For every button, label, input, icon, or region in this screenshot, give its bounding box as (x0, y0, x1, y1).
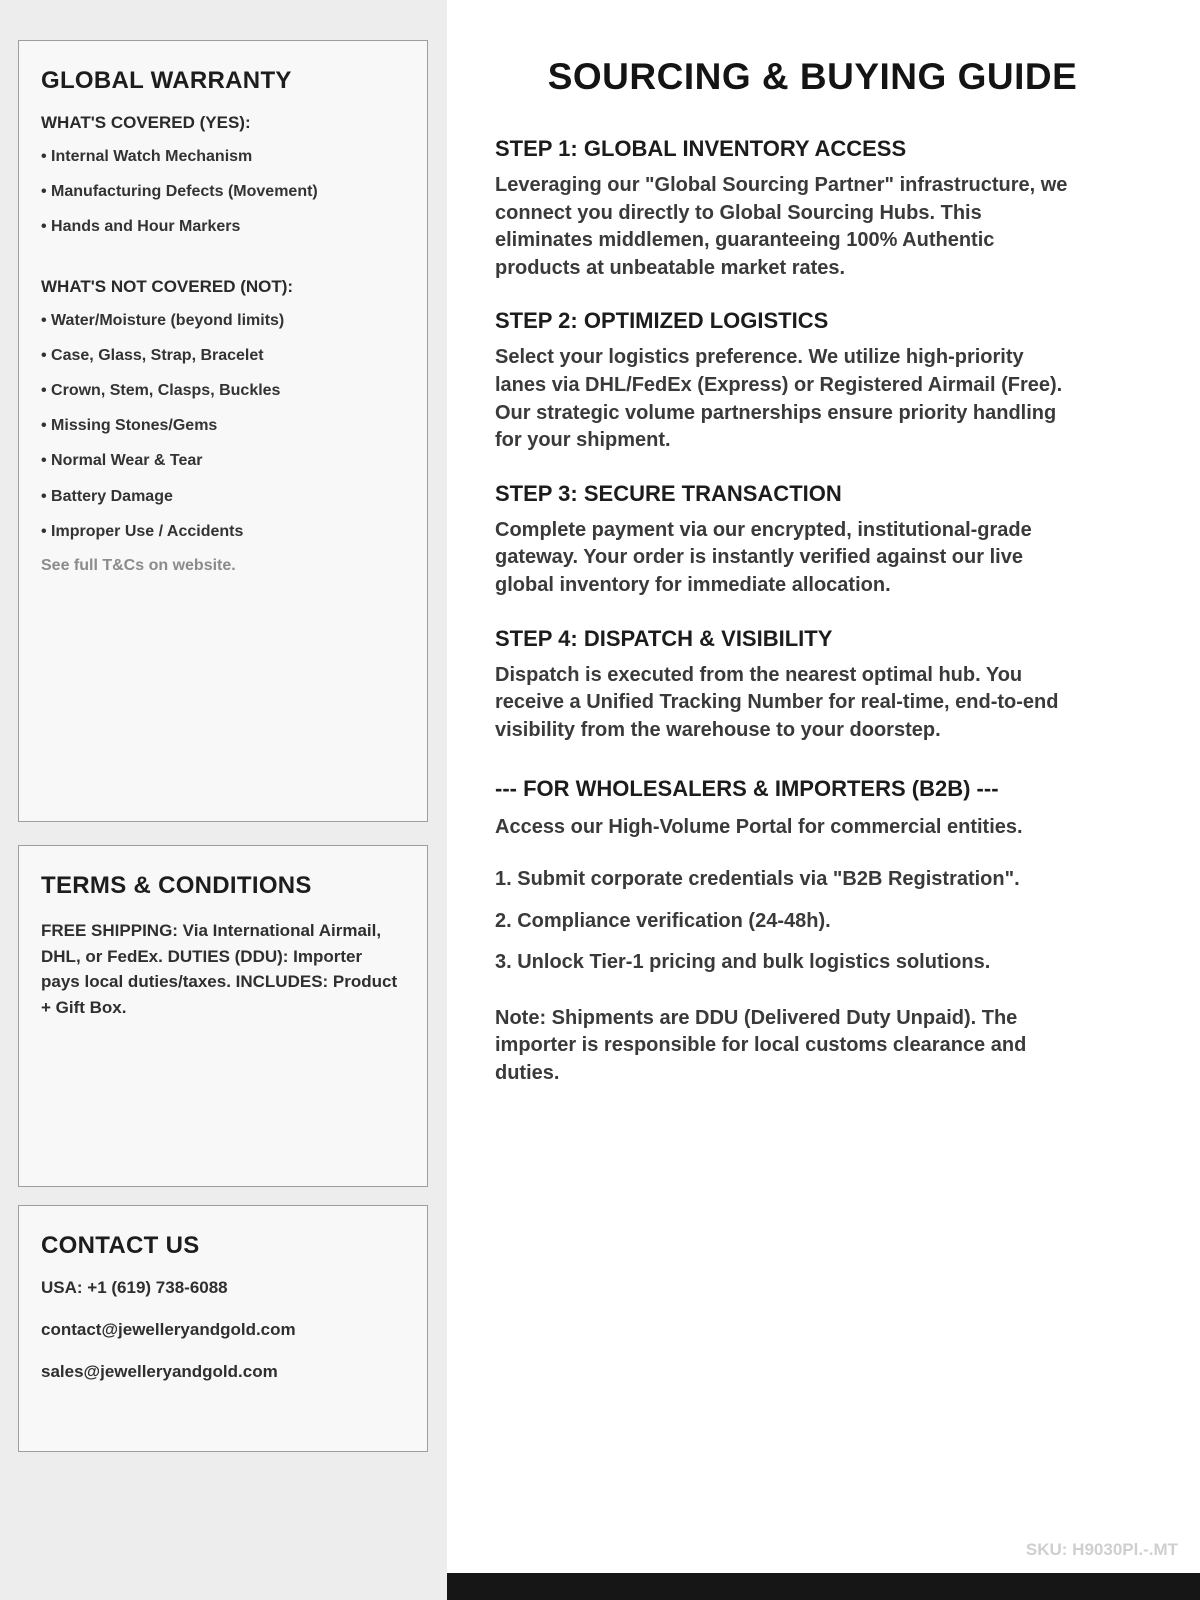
b2b-note: Note: Shipments are DDU (Delivered Duty Unpaid). The importer is responsible for local customs clearance and duties. (495, 1006, 1027, 1084)
not-covered-heading: WHAT'S NOT COVERED (NOT): (41, 276, 294, 296)
step-section (495, 626, 1130, 745)
step-heading: STEP 3: SECURE TRANSACTION (495, 480, 842, 506)
not-covered-item: • Case, Glass, Strap, Bracelet (41, 346, 405, 365)
page-title: SOURCING & BUYING GUIDE (547, 56, 1078, 97)
spacer (41, 253, 405, 277)
b2b-step: 1. Submit corporate credentials via "B2B Registration". (495, 867, 1020, 890)
contact-title: CONTACT US (41, 1232, 200, 1259)
step-body: Complete payment via our encrypted, institutional-grade gateway. Your order is instantly verified against our live global inventory for immediate allocation. (495, 518, 1032, 596)
contact-phone: USA: +1 (619) 738-6088 (41, 1278, 228, 1297)
not-covered-item: • Crown, Stem, Clasps, Buckles (41, 381, 405, 400)
sku-label: SKU: H9030Pl.-.MT (1025, 1540, 1178, 1559)
contact-card (18, 1205, 428, 1452)
covered-heading: WHAT'S COVERED (YES): (41, 113, 251, 132)
b2b-intro: Access our High-Volume Portal for commercial entities. (495, 816, 1023, 839)
not-covered-item: • Battery Damage (41, 487, 405, 506)
not-covered-item: • Normal Wear & Tear (41, 451, 405, 470)
footer-bar (447, 1573, 1200, 1600)
covered-list (41, 147, 405, 237)
covered-item: • Hands and Hour Markers (41, 217, 405, 236)
step-section (495, 481, 1130, 600)
step-heading: STEP 2: OPTIMIZED LOGISTICS (495, 308, 829, 334)
not-covered-item: • Missing Stones/Gems (41, 416, 405, 435)
spacer (495, 842, 1130, 866)
warranty-card (18, 40, 428, 822)
terms-body: FREE SHIPPING: Via International Airmail, DHL, or FedEx. DUTIES (DDU): Importer pays local duties/taxes. INCLUDES: Product + Gift Box. (41, 921, 398, 1017)
contact-email-sales: sales@jewelleryandgold.com (41, 1362, 278, 1381)
main-content (447, 0, 1200, 1600)
warranty-footnote: See full T&Cs on website. (41, 556, 236, 574)
step-section (495, 308, 1130, 454)
not-covered-item: • Water/Moisture (beyond limits) (41, 311, 405, 330)
terms-title: TERMS & CONDITIONS (41, 872, 312, 899)
step-heading: STEP 4: DISPATCH & VISIBILITY (495, 625, 833, 651)
b2b-step: 2. Compliance verification (24-48h). (495, 909, 831, 932)
step-body: Select your logistics preference. We utilize high-priority lanes via DHL/FedEx (Express) or Registered Airmail (Free). Our strategic volume partnerships ensure priority handling for your shipment. (495, 346, 1063, 452)
covered-item: • Internal Watch Mechanism (41, 147, 405, 166)
not-covered-item: • Improper Use / Accidents (41, 522, 405, 541)
step-body: Leveraging our "Global Sourcing Partner" infrastructure, we connect you directly to Global Sourcing Hubs. This eliminates middlemen, guaranteeing 100% Authentic products at unbeatable market rates. (495, 174, 1068, 279)
step-heading: STEP 1: GLOBAL INVENTORY ACCESS (495, 136, 907, 161)
warranty-title: GLOBAL WARRANTY (41, 67, 292, 94)
step-body: Dispatch is executed from the nearest optimal hub. You receive a Unified Tracking Number for real-time, end-to-end visibility from the warehouse to your doorstep. (495, 663, 1059, 741)
terms-card (18, 845, 428, 1187)
b2b-heading: --- FOR WHOLESALERS & IMPORTERS (B2B) --- (495, 776, 999, 802)
sidebar (0, 0, 447, 1600)
covered-item: • Manufacturing Defects (Movement) (41, 182, 405, 201)
not-covered-list (41, 311, 405, 541)
step-section (495, 136, 1130, 282)
b2b-step: 3. Unlock Tier-1 pricing and bulk logistics solutions. (495, 951, 991, 974)
contact-email-primary: contact@jewelleryandgold.com (41, 1320, 296, 1339)
